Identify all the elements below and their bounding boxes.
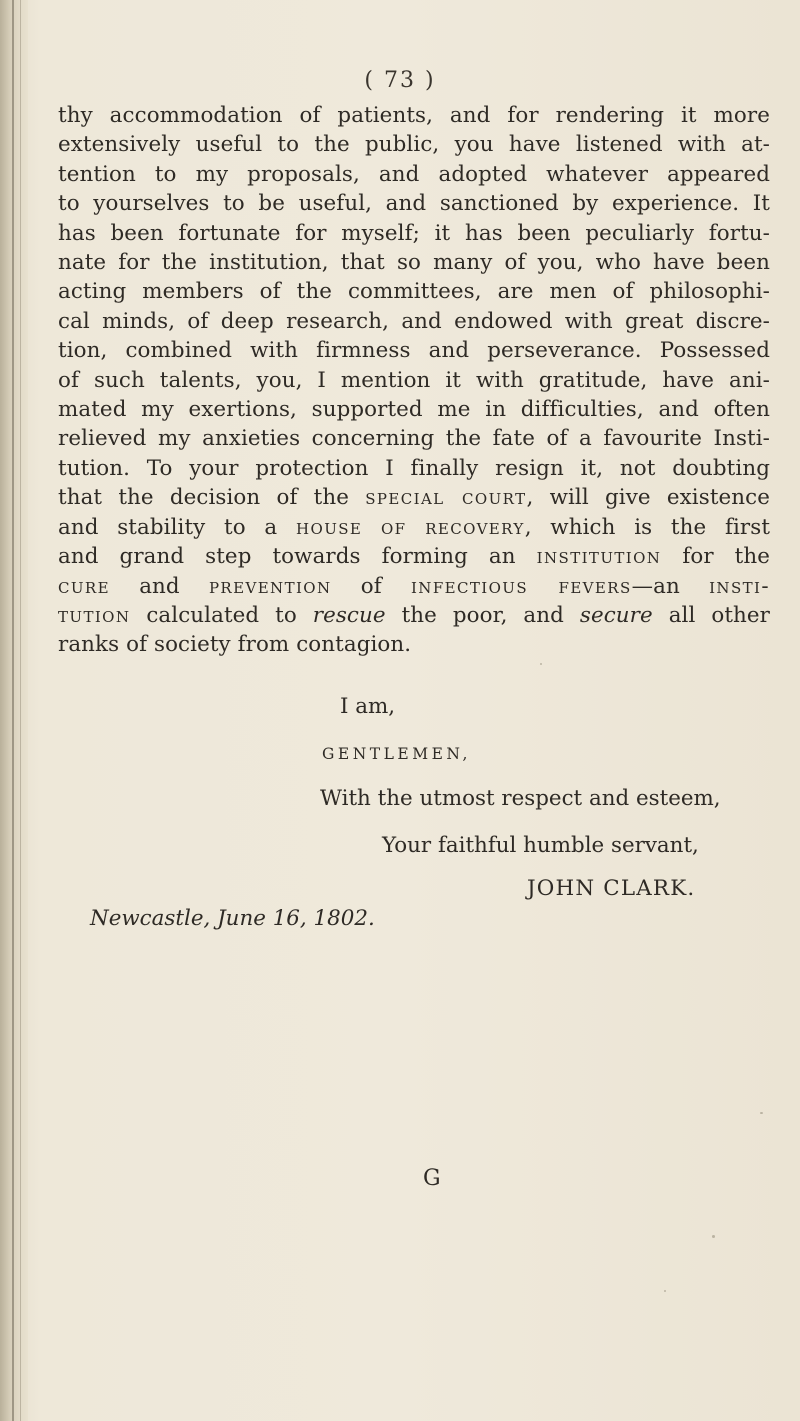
italic-term: rescue	[312, 602, 386, 628]
signature-mark: G	[423, 1166, 441, 1191]
author-signature: JOHN CLARK.	[527, 876, 696, 901]
text-line: acting members of the committees, are men of philosophi-	[58, 279, 770, 305]
paper-speck	[664, 1290, 666, 1292]
paper-speck	[540, 663, 542, 665]
dateline: Newcastle, June 16, 1802.	[90, 906, 375, 931]
closing-respect: With the utmost respect and esteem,	[320, 786, 721, 811]
text-line: thy accommodation of patients, and for rendering it more	[58, 103, 770, 128]
text-line: has been fortunate for myself; it has been peculiarly fortu-	[58, 220, 770, 246]
text-line: to yourselves to be useful, and sanctioned by experience. It	[58, 191, 770, 217]
body-text	[58, 101, 770, 660]
text-run: , will give existence	[526, 485, 770, 511]
binding-gutter	[0, 0, 28, 1421]
text-run: and grand step towards forming an	[58, 544, 516, 570]
small-caps-term: insti-	[709, 573, 770, 599]
dateline-place: Newcastle	[90, 906, 204, 931]
small-caps-term: of	[380, 514, 407, 540]
gutter-edge-line	[20, 0, 21, 1421]
small-caps-term: infectious fevers	[410, 573, 632, 599]
paper-speck	[760, 1112, 763, 1114]
italic-term: secure	[579, 602, 653, 628]
text-line: tion, combined with firmness and perseverance. Possessed	[58, 338, 770, 364]
text-line: of such talents, you, I mention it with gratitude, have ani-	[58, 367, 770, 393]
text-line	[58, 572, 770, 601]
text-run: , which is the first	[524, 514, 771, 540]
closing-servant: Your faithful humble servant,	[382, 833, 699, 858]
text-line: extensively useful to the public, you have listened with at-	[58, 132, 770, 158]
small-caps-term: tution	[58, 602, 131, 628]
text-run: —an	[631, 573, 680, 599]
text-run: that the decision of the	[58, 485, 350, 511]
text-run: the poor, and	[401, 602, 564, 628]
small-caps-term: special court	[365, 485, 527, 511]
small-caps-term: institution	[536, 544, 662, 570]
text-line: ranks of society from contagion.	[58, 632, 412, 658]
text-line: cal minds, of deep research, and endowed with great discre-	[58, 308, 770, 334]
text-run: calculated to	[146, 602, 297, 628]
text-line: mated my exertions, supported me in difficulties, and often	[58, 397, 770, 423]
text-line	[58, 513, 770, 542]
text-line: tention to my proposals, and adopted whatever appeared	[58, 161, 770, 187]
dateline-date: June 16, 1802.	[217, 906, 375, 931]
text-line: tution. To your protection I finally resign it, not doubting	[58, 455, 770, 481]
text-line: relieved my anxieties concerning the fate of a favourite Insti-	[58, 426, 770, 452]
text-line	[58, 601, 770, 630]
text-line	[58, 542, 770, 571]
text-line: nate for the institution, that so many of you, who have been	[58, 250, 770, 276]
closing-i-am: I am,	[340, 694, 396, 719]
small-caps-term: recovery	[425, 514, 525, 540]
text-line	[58, 483, 770, 512]
text-run: of	[360, 573, 382, 599]
text-run: and	[139, 573, 180, 599]
text-run: for the	[682, 544, 770, 570]
text-run: all other	[668, 602, 771, 628]
salutation: GENTLEMEN,	[322, 745, 471, 763]
small-caps-term: prevention	[208, 573, 332, 599]
gutter-shadow-line	[12, 0, 14, 1421]
small-caps-term: house	[296, 514, 363, 540]
text-run: and stability to a	[58, 514, 278, 540]
page-number: ( 73 )	[364, 68, 436, 93]
paper-speck	[712, 1235, 715, 1238]
small-caps-term: cure	[58, 573, 110, 599]
